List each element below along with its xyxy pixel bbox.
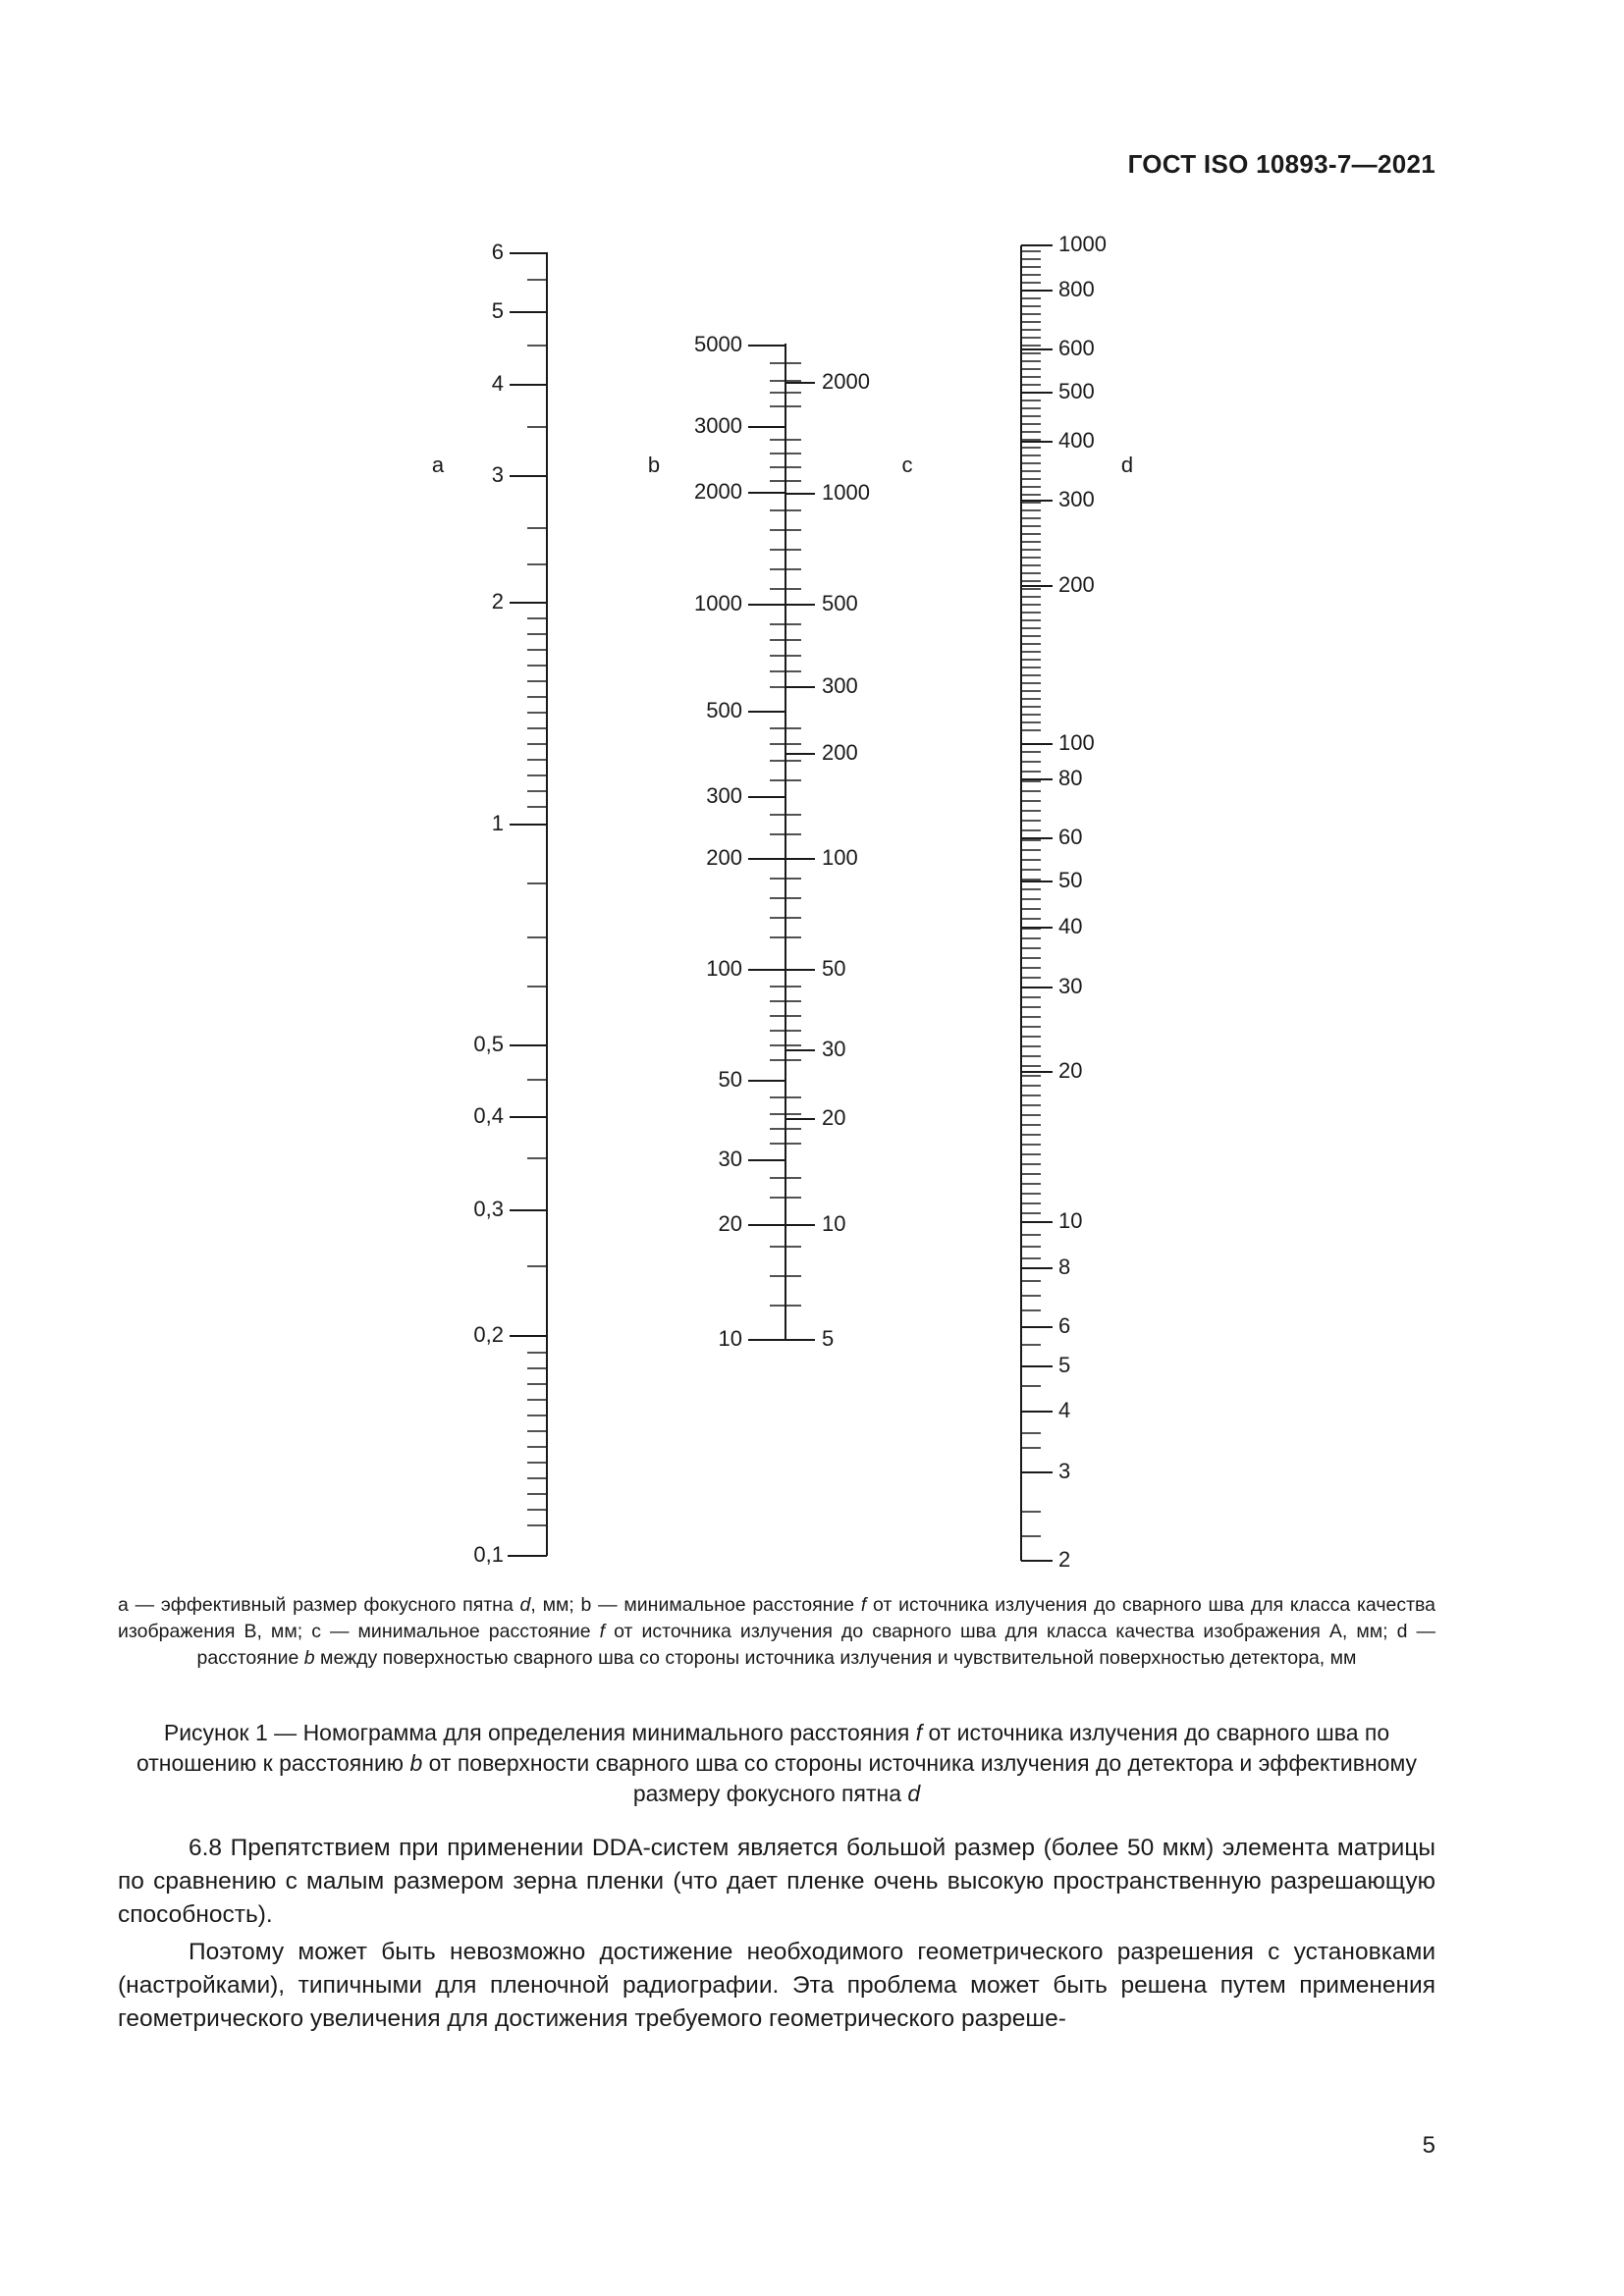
caption-text: от поверхности сварного шва со стороны источника излучения до детектора и эффективному размеру фокусного пятна: [422, 1750, 1418, 1806]
tick-label: 60: [1058, 824, 1083, 849]
tick-label: 3000: [694, 412, 742, 438]
tick-label: 80: [1058, 765, 1083, 790]
legend-var-b: b: [303, 1647, 315, 1669]
tick-label: 5: [491, 297, 504, 323]
figure-legend: [118, 1592, 1435, 1672]
scale-b-label: b: [647, 453, 661, 477]
tick-label: 1000: [694, 590, 742, 615]
tick-label: 500: [706, 697, 742, 722]
tick-label: 200: [1058, 571, 1095, 597]
page-number: 5: [1422, 2132, 1435, 2159]
tick-label: 30: [822, 1036, 846, 1061]
tick-label: 5: [822, 1325, 835, 1351]
tick-label: 2: [1058, 1546, 1071, 1572]
tick-label: 800: [1058, 276, 1095, 301]
tick-label: 3: [491, 461, 504, 487]
legend-var-f: f: [860, 1594, 867, 1616]
tick-label: 100: [706, 955, 742, 981]
tick-label: 600: [1058, 335, 1095, 360]
tick-label: 20: [718, 1210, 742, 1236]
tick-label: 50: [822, 955, 846, 981]
tick-label: 0,3: [473, 1196, 504, 1221]
tick-label: 4: [1058, 1397, 1071, 1422]
tick-label: 1000: [1058, 231, 1107, 256]
tick-label: 3: [1058, 1458, 1071, 1483]
caption-var-d: d: [907, 1781, 921, 1806]
tick-label: 0,2: [473, 1321, 504, 1347]
tick-label: 2000: [694, 478, 742, 504]
scale-a: [473, 240, 547, 1567]
legend-text: между поверхностью сварного шва со стороны источника излучения и чувствительной поверхностью детектора, мм: [314, 1647, 1357, 1669]
tick-label: 500: [822, 590, 858, 615]
tick-label: 10: [822, 1210, 846, 1236]
scale-a-label: a: [431, 453, 445, 477]
tick-label: 300: [1058, 486, 1095, 511]
caption-var-f: f: [915, 1720, 923, 1745]
tick-label: 6: [491, 239, 504, 264]
paragraph-6-8: 6.8 Препятствием при применении DDA-систем является большой размер (более 50 мкм) элемента матрицы по сравнению с малым размером зерна пленки (что дает пленке очень высокую пространственную разрешающую способность).: [118, 1835, 1435, 1928]
legend-text: , мм; b — минимальное расстояние: [530, 1594, 861, 1616]
caption-text: от источника излучения до сварного шва по отношению к расстоянию: [135, 1720, 1390, 1776]
tick-label: 300: [706, 782, 742, 808]
tick-label: 100: [1058, 729, 1095, 755]
tick-label: 4: [491, 370, 504, 396]
scale-d: [1021, 232, 1107, 1572]
tick-label: 20: [822, 1104, 846, 1130]
legend-var-f: f: [599, 1621, 606, 1642]
tick-label: 200: [822, 739, 858, 765]
tick-label: 0,1: [473, 1541, 504, 1567]
tick-label: 0,5: [473, 1031, 504, 1056]
tick-label: 50: [1058, 867, 1083, 892]
tick-label: 300: [822, 672, 858, 698]
tick-label: 2: [491, 588, 504, 614]
tick-label: 5: [1058, 1352, 1071, 1377]
tick-label: 500: [1058, 378, 1095, 403]
figure-caption: [128, 1718, 1426, 1809]
tick-label: 30: [718, 1146, 742, 1171]
tick-label: 6: [1058, 1312, 1071, 1338]
tick-label: 100: [822, 844, 858, 870]
tick-label: 200: [706, 844, 742, 870]
caption-text: Рисунок 1 — Номограмма для определения минимального расстояния: [163, 1720, 916, 1745]
legend-var-d: d: [519, 1594, 531, 1616]
tick-label: 40: [1058, 913, 1083, 938]
caption-var-b: b: [409, 1750, 423, 1776]
tick-label: 400: [1058, 427, 1095, 453]
legend-text: от источника излучения до сварного шва для класса качества изображения B, мм; c — минимальное расстояние: [118, 1594, 1435, 1642]
tick-label: 50: [718, 1066, 742, 1092]
paragraph-continued: Поэтому может быть невозможно достижение необходимого геометрического разрешения с установками (настройками), типичными для пленочной радиографии. Эта проблема может быть решена путем применения геометрического увеличения для достижения требуемого геометрического разреше-: [118, 1939, 1435, 2032]
tick-label: 10: [718, 1325, 742, 1351]
tick-label: 8: [1058, 1254, 1071, 1279]
scale-c-label: c: [901, 453, 913, 477]
tick-label: 0,4: [473, 1102, 504, 1128]
tick-label: 10: [1058, 1207, 1083, 1233]
tick-label: 1: [491, 810, 504, 835]
tick-label: 2000: [822, 368, 870, 394]
tick-label: 20: [1058, 1057, 1083, 1083]
scale-d-label: d: [1120, 453, 1134, 477]
tick-label: 5000: [694, 331, 742, 356]
legend-text: от источника излучения до сварного шва для класса качества изображения A, мм; d — расстояние: [196, 1621, 1436, 1669]
tick-label: 30: [1058, 973, 1083, 998]
scale-b-c: [694, 332, 870, 1351]
tick-label: 1000: [822, 479, 870, 505]
legend-text: a — эффективный размер фокусного пятна: [118, 1594, 520, 1616]
document-header: ГОСТ ISO 10893-7—2021: [1127, 149, 1435, 179]
